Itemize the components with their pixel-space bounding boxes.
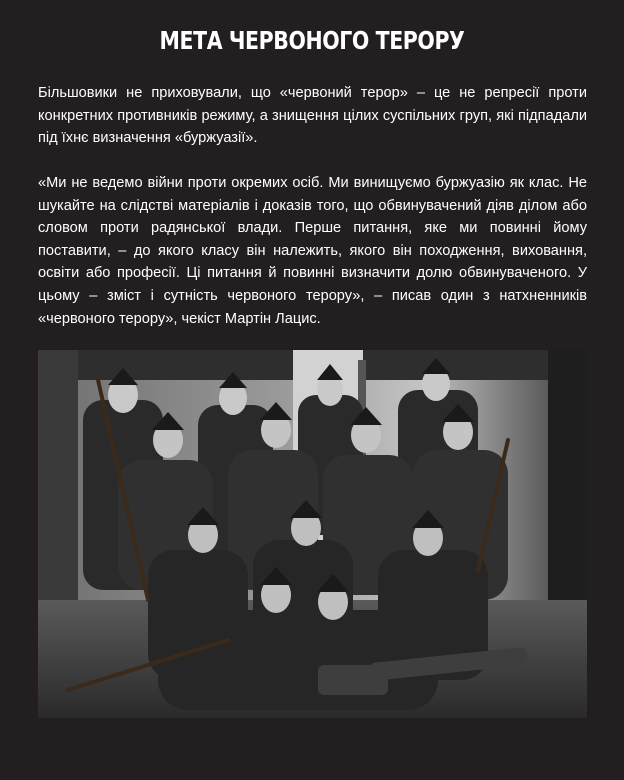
intro-paragraph: Більшовики не приховували, що «червоний терор» – це не репресії проти конкретних противників режиму, а знищення цілих суспільних груп, які підпадали під їхнє визначення «буржуазії». [38, 85, 587, 147]
chekists-group-photo [38, 350, 587, 718]
quote-paragraph: «Ми не ведемо війни проти окремих осіб. Ми винищуємо буржуазію як клас. Не шукайте на слідстві матеріалів і доказів того, що обвинувачений діяв ділом або словом проти радянської влади. Перше питання, яке ми повинні йому поставити, – до якого класу він належить, якого він походження, виховання, освіти або професії. Ці питання й повинні визначити долю обвинуваченого. У цьому – зміст і сутність червоного терору», – писав один з натхненників «червоного терору», чекіст Мартін Лацис. [38, 175, 587, 327]
historical-photo [38, 350, 587, 718]
page-title: МЕТА ЧЕРВОНОГО ТЕРОРУ [159, 26, 465, 55]
